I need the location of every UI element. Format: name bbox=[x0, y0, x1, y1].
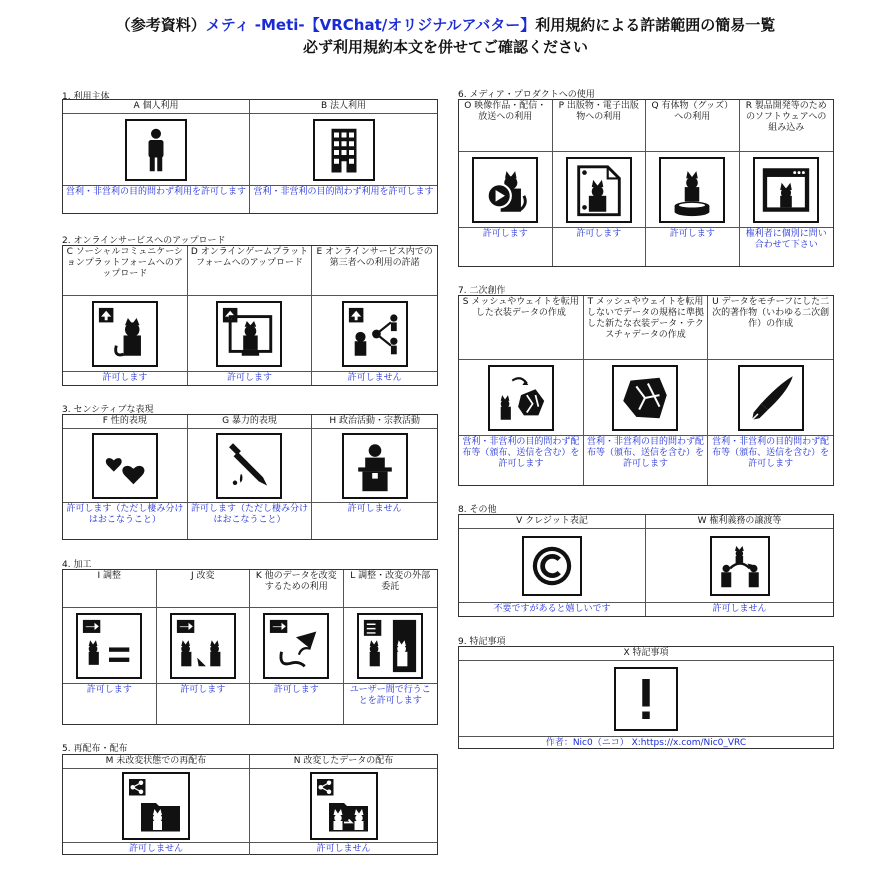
cell-permission: 許可します（ただし棲み分けはおこなうこと） bbox=[190, 504, 308, 525]
cell-permission: 許可します bbox=[576, 229, 622, 239]
cell-permission: 許可します bbox=[86, 685, 132, 695]
permission-table bbox=[62, 754, 438, 855]
cell-permission: 営利・非営利の目的問わず利用を許可します bbox=[66, 187, 247, 197]
person-icon bbox=[125, 119, 187, 181]
permission-table bbox=[62, 414, 438, 540]
cell-header: F 性的表現 bbox=[63, 415, 187, 429]
permission-cell-o bbox=[459, 100, 553, 266]
section-title: 5. 再配布・配布 bbox=[62, 744, 128, 754]
permission-cell-p bbox=[553, 100, 647, 266]
permission-cell-g bbox=[188, 415, 313, 539]
permission-cell-b bbox=[250, 100, 437, 213]
document-subtitle: 必ず利用規約本文を併せてご確認ください bbox=[302, 38, 588, 56]
pen-icon bbox=[738, 365, 804, 431]
cell-permission: 営利・非営利の目的問わず配布等（頒布、送信を含む）を許可します bbox=[712, 437, 830, 469]
title-suffix: 利用規約による許諾範囲の簡易一覧 bbox=[535, 16, 776, 34]
hearts-icon bbox=[92, 433, 158, 499]
permission-cell-w bbox=[646, 515, 833, 616]
permission-table bbox=[458, 514, 834, 617]
cell-header: P 出版物・電子出版物への利用 bbox=[553, 100, 646, 152]
upload-share-icon bbox=[342, 301, 408, 367]
cell-permission: 権利者に個別に問い合わせて下さい bbox=[745, 229, 827, 250]
permission-cell-a bbox=[63, 100, 250, 213]
exclamation-icon bbox=[614, 667, 678, 731]
cell-header: H 政治活動・宗教活動 bbox=[312, 415, 437, 429]
cell-icon-area bbox=[459, 529, 645, 603]
cell-icon-area bbox=[312, 296, 437, 372]
podium-icon bbox=[342, 433, 408, 499]
cell-icon-area bbox=[459, 360, 583, 436]
knife-icon bbox=[216, 433, 282, 499]
cell-permission: ユーザー間で行うことを許可します bbox=[349, 685, 431, 706]
permission-cell-q bbox=[646, 100, 740, 266]
permission-cell-f bbox=[63, 415, 188, 539]
copyright-icon bbox=[522, 536, 582, 596]
permission-cell-c bbox=[63, 246, 188, 385]
cell-header: D オンラインゲームプラットフォームへのアップロード bbox=[188, 246, 312, 296]
cell-permission: 営利・非営利の目的問わず配布等（頒布、送信を含む）を許可します bbox=[586, 437, 704, 469]
section-title: 3. センシティブな表現 bbox=[62, 405, 154, 415]
cell-icon-area bbox=[584, 360, 708, 436]
building-icon bbox=[313, 119, 375, 181]
section-title: 1. 利用主体 bbox=[62, 92, 110, 102]
cell-icon-area bbox=[250, 608, 343, 684]
section-title: 9. 特記事項 bbox=[458, 637, 506, 647]
cell-icon-area bbox=[553, 152, 646, 228]
permission-table bbox=[458, 646, 834, 749]
cell-header: K 他のデータを改変するための利用 bbox=[250, 570, 343, 608]
cell-header: W 権利義務の譲渡等 bbox=[646, 515, 833, 529]
cell-header: O 映像作品・配信・放送への利用 bbox=[459, 100, 552, 152]
cell-icon-area bbox=[250, 769, 437, 843]
redistribute-icon bbox=[122, 772, 190, 840]
permission-cell-m bbox=[63, 755, 250, 855]
upload-avatar-icon bbox=[92, 301, 158, 367]
cell-header: C ソーシャルコミュニケーションプラットフォームへのアップロード bbox=[63, 246, 187, 296]
permission-cell-e bbox=[312, 246, 437, 385]
author-credit: 作者：Nic0（ニコ） X:https://x.com/Nic0_VRC bbox=[545, 738, 747, 748]
cell-icon-area bbox=[344, 608, 438, 684]
cell-header: E オンラインサービス内での第三者への利用の許諾 bbox=[312, 246, 437, 296]
cell-header: B 法人利用 bbox=[250, 100, 437, 114]
cell-icon-area bbox=[708, 360, 833, 436]
cell-permission: 許可しません bbox=[347, 504, 402, 514]
figure-icon bbox=[659, 157, 725, 223]
cell-icon-area bbox=[646, 152, 739, 228]
software-icon bbox=[753, 157, 819, 223]
cell-permission: 許可します bbox=[482, 229, 528, 239]
permission-cell-i bbox=[63, 570, 157, 724]
cell-header: N 改変したデータの配布 bbox=[250, 755, 437, 769]
permission-cell-n bbox=[250, 755, 437, 855]
cell-permission: 営利・非営利の目的問わず配布等（頒布、送信を含む）を許可します bbox=[462, 437, 580, 469]
cell-icon-area bbox=[459, 152, 552, 228]
cell-icon-area bbox=[459, 661, 833, 737]
title-prefix: （参考資料） bbox=[115, 16, 206, 34]
cell-icon-area bbox=[63, 114, 249, 186]
cell-permission: 許可します bbox=[180, 685, 226, 695]
cell-icon-area bbox=[188, 429, 312, 503]
permission-cell-s bbox=[459, 296, 584, 485]
cell-icon-area bbox=[312, 429, 437, 503]
cell-icon-area bbox=[63, 296, 187, 372]
cell-header: J 改変 bbox=[157, 570, 250, 608]
cell-header: R 製品開発等のためのソフトウェアへの組み込み bbox=[740, 100, 834, 152]
permission-cell-d bbox=[188, 246, 313, 385]
costume-icon bbox=[488, 365, 554, 431]
cell-permission: 許可します bbox=[226, 373, 272, 383]
cell-permission: 許可します bbox=[273, 685, 319, 695]
cell-permission: 営利・非営利の目的問わず利用を許可します bbox=[253, 187, 434, 197]
section-title: 4. 加工 bbox=[62, 560, 92, 570]
publication-icon bbox=[566, 157, 632, 223]
transfer-icon bbox=[710, 536, 770, 596]
cell-icon-area bbox=[63, 769, 249, 843]
upload-game-icon bbox=[216, 301, 282, 367]
cell-header: X 特記事項 bbox=[459, 647, 833, 661]
permission-cell-u bbox=[708, 296, 833, 485]
cell-header: M 未改変状態での再配布 bbox=[63, 755, 249, 769]
permission-cell-v bbox=[459, 515, 646, 616]
cell-header: A 個人利用 bbox=[63, 100, 249, 114]
permission-cell-j bbox=[157, 570, 251, 724]
section-title: 2. オンラインサービスへのアップロード bbox=[62, 236, 226, 246]
permission-cell-h bbox=[312, 415, 437, 539]
permission-table bbox=[458, 295, 834, 486]
adjust-icon bbox=[76, 613, 142, 679]
cell-permission: 許可しません bbox=[316, 844, 371, 854]
section-title: 6. メディア・プロダクトへの使用 bbox=[458, 90, 595, 100]
modify-icon bbox=[170, 613, 236, 679]
cell-icon-area bbox=[250, 114, 437, 186]
texture-icon bbox=[612, 365, 678, 431]
section-title: 8. その他 bbox=[458, 505, 497, 515]
cell-icon-area bbox=[740, 152, 834, 228]
cell-icon-area bbox=[63, 608, 156, 684]
cell-icon-area bbox=[157, 608, 250, 684]
cell-permission: 許可しません bbox=[347, 373, 402, 383]
section-title: 7. 二次創作 bbox=[458, 286, 506, 296]
cell-header: G 暴力的表現 bbox=[188, 415, 312, 429]
cell-header: T メッシュやウェイトを転用しないでデータの規格に準拠した新たな衣装データ・テクスチャデータの作成 bbox=[584, 296, 708, 360]
cell-header: U データをモチーフにした二次的著作物（いわゆる二次創作）の作成 bbox=[708, 296, 833, 360]
permission-cell-l bbox=[344, 570, 438, 724]
permission-table bbox=[62, 569, 438, 725]
cell-permission: 許可しません bbox=[712, 604, 767, 614]
permission-table bbox=[62, 99, 438, 214]
cell-permission: 許可します（ただし棲み分けはおこなうこと） bbox=[66, 504, 184, 525]
video-icon bbox=[472, 157, 538, 223]
permission-cell-k bbox=[250, 570, 344, 724]
cell-header: V クレジット表記 bbox=[459, 515, 645, 529]
cell-icon-area bbox=[188, 296, 312, 372]
outsource-icon bbox=[357, 613, 423, 679]
permission-table bbox=[62, 245, 438, 386]
distribute-modified-icon bbox=[310, 772, 378, 840]
cell-permission: 許可しません bbox=[128, 844, 183, 854]
title-product-name: メティ -Meti-【VRChat/オリジナルアバター】 bbox=[205, 16, 536, 34]
cell-icon-area bbox=[646, 529, 833, 603]
cell-header: L 調整・改変の外部委託 bbox=[344, 570, 438, 608]
cell-permission: 許可します bbox=[669, 229, 715, 239]
reuse-icon bbox=[263, 613, 329, 679]
permission-cell-t bbox=[584, 296, 709, 485]
permission-table bbox=[458, 99, 834, 267]
document-title bbox=[0, 14, 891, 35]
cell-header: Q 有体物（グッズ）への利用 bbox=[646, 100, 739, 152]
cell-icon-area bbox=[63, 429, 187, 503]
cell-header: I 調整 bbox=[63, 570, 156, 608]
permission-cell-x bbox=[459, 647, 833, 749]
cell-permission: 許可します bbox=[102, 373, 148, 383]
cell-header: S メッシュやウェイトを転用した衣装データの作成 bbox=[459, 296, 583, 360]
permission-cell-r bbox=[740, 100, 834, 266]
cell-permission: 不要ですがあると嬉しいです bbox=[493, 604, 611, 614]
